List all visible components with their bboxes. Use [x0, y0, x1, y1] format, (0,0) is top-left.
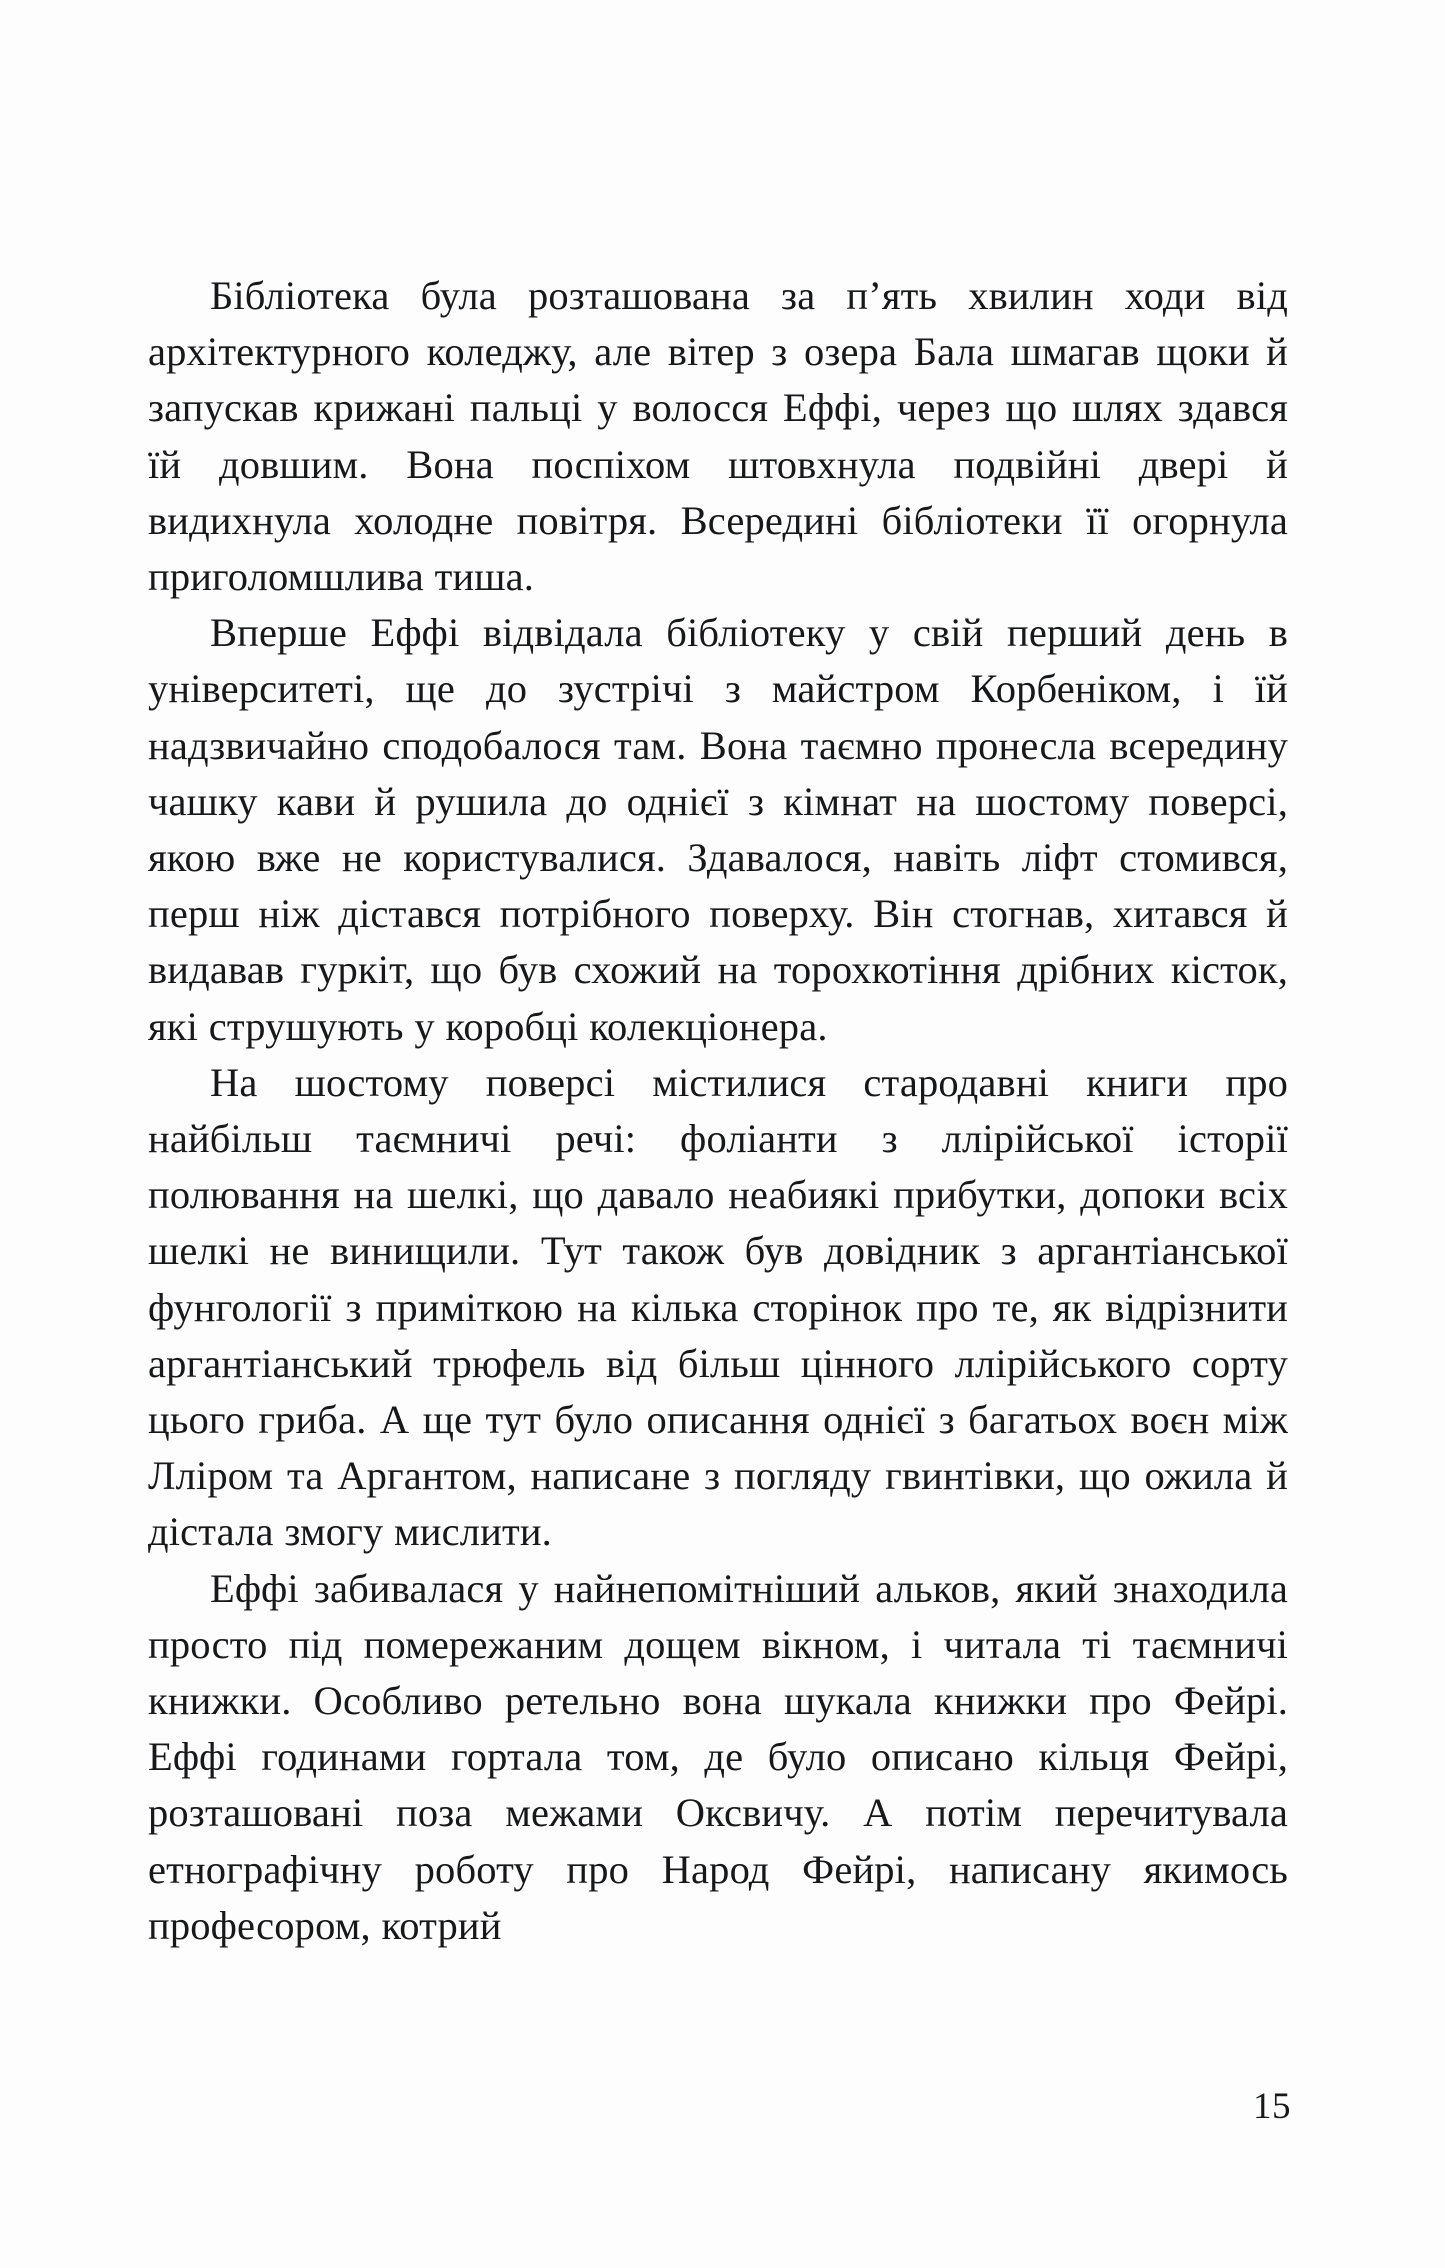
body-paragraph-1: Бібліотека була розташована за п’ять хвилин ходи від архітектурного коледжу, але вітер з озера Бала шмагав щоки й запускав крижані пальці у волосся Еффі, через що шлях здався їй довшим. Вона поспіхом штовхнула подвійні двері й видихнула холодне повітря. Всередині бібліотеки її огорнула приголомшлива тиша. [148, 273, 1288, 600]
page-text-block [148, 268, 1288, 1954]
body-paragraph-3: На шостому поверсі містилися стародавні книги про найбільш таємничі речі: фоліанти з ллірійської історії полювання на шелкі, що давало неабиякі прибутки, допоки всіх шелкі не винищили. Тут також був довідник з аргантіанської фунгології з приміткою на кілька сторінок про те, як відрізнити аргантіанський трюфель від більш цінного ллірійського сорту цього гриба. А ще тут було описання однієї з багатьох воєн між Лліром та Аргантом, написане з погляду гвинтівки, що ожила й дістала змогу мислити. [148, 1059, 1288, 1555]
body-paragraph-4: Еффі забивалася у найнепомітніший альков, який знаходила просто під помережаним дощем вікном, і читала ті таємничі книжки. Особливо ретельно вона шукала книжки про Фейрі. Еффі годинами гортала том, де було описано кільця Фейрі, розташовані поза межами Оксвичу. А потім перечитувала етнографічну роботу про Народ Фейрі, написану якимось професором, котрий [148, 1565, 1288, 1948]
body-paragraph-2: Вперше Еффі відвідала бібліотеку у свій перший день в університеті, ще до зустрічі з майстром Корбеніком, і їй надзвичайно сподобалося там. Вона таємно пронесла всередину чашку кави й рушила до однієї з кімнат на шостому поверсі, якою вже не користувалися. Здавалося, навіть ліфт стомився, перш ніж дістався потрібного поверху. Він стогнав, хитався й видавав гуркіт, що був схожий на торохкотіння дрібних кісток, які струшують у коробці колекціонера. [148, 610, 1288, 1049]
page-number: 15 [1253, 2086, 1291, 2127]
